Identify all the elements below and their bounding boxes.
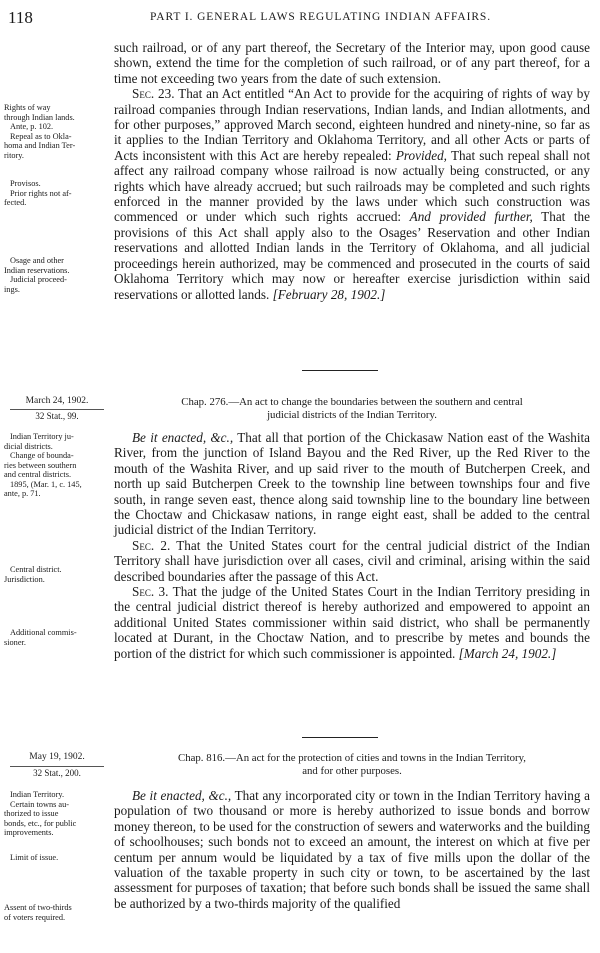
sec-23-label: Sec. 23.	[132, 86, 175, 102]
provided-label: Provided,	[395, 147, 447, 163]
sec-23-text-a: That an Act entitled “An Act to provide for the acquiring of rights of way by railroad companies through Indian reservations, Indian lands, and Indian allotments, and for other purposes,” approved March second, eighteen hundred and ninety-nine, so far as it applies to the Indian Territory and Oklahoma Territory, and all other Acts or parts of Acts inconsistent with this Act are hereby repealed:	[114, 86, 590, 163]
act-276-sec-3: Sec. 3. That the judge of the United States Court in the Indian Territory presiding in the central judicial district thereof is hereby authorized and empowered to appoint an additional United States commissioner within said district, who shall be permanently located at Durant, in the Choctaw Nation, and to prescribe by metes and bounds the portion of the district for which such commissioner is appointed. [March 24, 1902.]	[114, 584, 590, 661]
sec-23-text-c: That the provisions of this Act shall apply also to the Osages’ Reservation and other Indian reservations and allotted Indian lands in the Territory of Oklahoma, and all judicial proceedings herein authorized, may be commenced and prosecuted in the courts of said Oklahoma Territory which may now or hereafter exercise jurisdiction within said reservations or allotted lands.	[114, 209, 590, 302]
section-divider	[302, 370, 378, 371]
chapter-heading: Chap. 816.—An act for the protection of cities and towns in the Indian Territory, and for other purposes.	[178, 752, 526, 777]
act-816-para-1: Be it enacted, &c., That any incorporated city or town in the Indian Territory having a population of two thousand or more is hereby authorized to issue bonds and borrow money thereon, to be used for the construction of sewers and waterworks and the building of schoolhouses; such bonds not to exceed an amount, the interest on which at five per centum per annum would be liquidated by a tax of five mills upon the dollar of the valuation of the taxable property in such city or town, to be ascertained by the last assessment for purposes of taxation; that before such bonds shall be issued the same shall be authorized by a two-thirds majority of the qualified	[114, 788, 590, 911]
margin-note-towns-bonds: Indian Territory. Certain towns au- thorized to issue bonds, etc., for public improvements.	[4, 790, 77, 837]
act-date: March 24, 1902.	[25, 396, 89, 406]
act-816-body	[114, 788, 590, 911]
margin-note-osage: Osage and other Indian reservations. Judicial proceed- ings.	[4, 256, 70, 294]
margin-note-provisos: Provisos. Prior rights not af- fected.	[4, 179, 72, 207]
sec-23-date: [February 28, 1902.]	[272, 286, 386, 302]
margin-note-limit-of-issue: Limit of issue.	[10, 853, 59, 862]
margin-note-indian-territory-districts: Indian Territory ju- dicial districts. Change of bounda- ries between southern and central districts. 1895, (Mar. 1, c. 145, ante, p. 71.	[4, 432, 82, 498]
act-date: May 19, 1902.	[29, 752, 85, 762]
enacting-clause: Be it enacted, &c.,	[132, 430, 234, 445]
and-provided-further-label: And provided further,	[409, 209, 533, 225]
act-276-sec-2: Sec. 2. That the United States court for the central judicial district of the Indian Territory shall have jurisdiction over all cases, civil and criminal, arising within the said described boundaries after the passage of this Act.	[114, 537, 590, 584]
act-date-rule	[10, 766, 104, 767]
running-head: PART I. GENERAL LAWS REGULATING INDIAN AFFAIRS.	[150, 11, 491, 23]
sec-23-paragraph	[114, 86, 590, 302]
margin-note-central-district: Central district. Jurisdiction.	[4, 565, 62, 584]
chapter-heading: Chap. 276.—An act to change the boundaries between the southern and central judicial districts of the Indian Territory.	[181, 396, 523, 421]
act-stat-citation: 32 Stat., 200.	[33, 768, 81, 778]
section-23-block	[114, 40, 590, 302]
enacting-clause: Be it enacted, &c.,	[132, 788, 232, 803]
act-stat-citation: 32 Stat., 99.	[35, 411, 79, 421]
margin-note-rights-of-way: Rights of way through Indian lands. Ante, p. 102. Repeal as to Okla- homa and Indian Ter- ritory.	[4, 103, 76, 160]
page-number: 118	[8, 8, 33, 27]
act-276-para-1: Be it enacted, &c., That all that portion of the Chickasaw Nation east of the Washita River, from the junction of Island Bayou and the Red River, up the Red River to the mouth of the Washita River, and up said river to the mouth of Butcherpen Creek, and north up said Butcherpen Creek to the township line between townships four and five south, in range seven east, thence along said township line to the boundary line between the Choctaw and Chickasaw nations, in range eight east, shall be added to the central judicial district of the Indian Territory.	[114, 430, 590, 538]
page-header	[8, 8, 592, 28]
sec-23-text-b: That such repeal shall not affect any railroad company whose railroad is now actually being constructed, or any rights which have already accrued; but such railroads may be completed and such rights enforced in the manner provided by the laws under which such construction was commenced or under which such rights accrued:	[114, 147, 591, 225]
section-divider	[302, 737, 378, 738]
margin-note-assent: Assent of two-thirds of voters required.	[4, 903, 72, 922]
act-date-rule	[10, 409, 104, 410]
act-276-closing-date: [March 24, 1902.]	[458, 645, 557, 661]
margin-note-commissioner: Additional commis- sioner.	[4, 628, 77, 647]
continuation-paragraph: such railroad, or of any part thereof, the Secretary of the Interior may, upon good cause shown, extend the time for the completion of such railroad, or of any part thereof, for a time not exceeding two years from the date of such extension.	[114, 40, 590, 86]
act-276-body	[114, 430, 590, 661]
